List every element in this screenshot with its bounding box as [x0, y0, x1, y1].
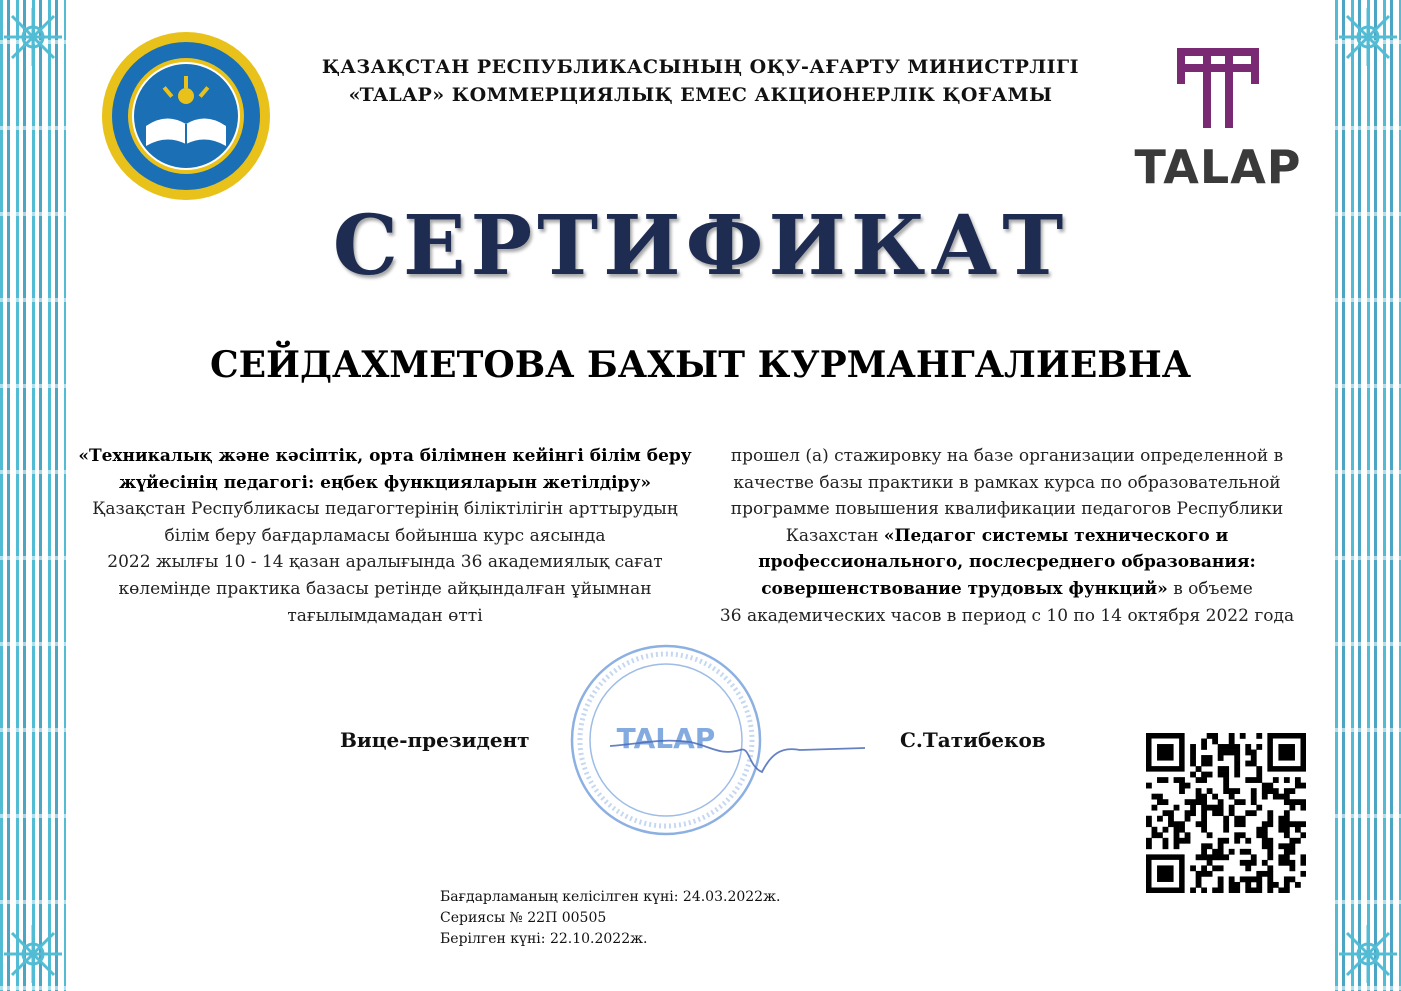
ru-course-title-part2: профессионального, послесреднего образования:	[758, 552, 1256, 573]
certificate-title: СЕРТИФИКАТ	[332, 198, 1069, 294]
stamp-text: TALAP	[616, 722, 716, 755]
kz-text-line: көлемінде практика базасы ретінде айқындалған ұйымнан	[118, 578, 652, 599]
approval-date: Бағдарламаның келісілген күні: 24.03.2022ж.	[440, 889, 781, 905]
talap-logo	[1128, 42, 1308, 192]
ru-text-fragment: в объеме	[1167, 578, 1253, 599]
ru-text-line: 36 академических часов в период с 10 по 14 октября 2022 года	[719, 605, 1295, 626]
ornament-border-right	[1335, 0, 1401, 991]
ru-text-line: прошел (а) стажировку на базе организации определенной в	[730, 446, 1284, 466]
certificate-footer	[440, 887, 780, 950]
signature	[600, 716, 870, 786]
qr-code-icon	[1146, 733, 1306, 893]
series-number: Сериясы № 22П 00505	[440, 910, 607, 926]
ru-text-line: качестве базы практики в рамках курса по образовательной	[733, 472, 1281, 493]
issue-date: Берілген күні: 22.10.2022ж.	[440, 931, 648, 947]
signer-role: Вице-президент	[340, 728, 530, 752]
kazakh-text-block	[72, 443, 698, 629]
ornament-border-left	[0, 0, 66, 991]
snowflake-ornament-icon	[0, 921, 66, 987]
kz-text-line: Қазақстан Республикасы педагогтерінің біліктілігін арттырудың	[92, 499, 678, 520]
signature-stroke-icon	[600, 716, 870, 786]
ru-text-fragment: Казахстан	[785, 525, 884, 546]
talap-logo-text: TALAP	[1134, 140, 1302, 194]
kz-text-line: 2022 жылғы 10 - 14 қазан аралығында 36 академиялық сағат	[107, 552, 663, 573]
kz-course-title-line2: жүйесінің педагогі: еңбек функцияларын жетілдіру»	[119, 472, 651, 493]
kz-text-line: білім беру бағдарламасы бойынша курс аясында	[164, 525, 606, 546]
kz-course-title-line1: «Техникалық және кәсіптік, орта білімнен кейінгі білім беру	[78, 446, 692, 466]
russian-text-block	[700, 443, 1314, 629]
talap-logo-icon	[1173, 42, 1263, 132]
ministry-name: ҚАЗАҚСТАН РЕСПУБЛИКАСЫНЫҢ ОҚУ-АҒАРТУ МИНИСТРЛІГІ	[321, 56, 1080, 78]
qr-code	[1146, 733, 1306, 893]
ru-course-title-part1: «Педагог системы технического и	[883, 525, 1229, 546]
signer-name: С.Татибеков	[900, 728, 1046, 752]
snowflake-ornament-icon	[1335, 921, 1401, 987]
recipient-name: СЕЙДАХМЕТОВА БАХЫТ КУРМАНГАЛИЕВНА	[209, 344, 1192, 386]
kz-text-line: тағылымдамадан өтті	[287, 605, 483, 626]
organization-name: «TALAP» КОММЕРЦИЯЛЫҚ ЕМЕС АКЦИОНЕРЛІК ҚОҒАМЫ	[348, 84, 1053, 106]
ru-text-line: программе повышения квалификации педагогов Республики	[730, 499, 1284, 520]
ru-course-title-part3: совершенствование трудовых функций»	[761, 578, 1168, 599]
